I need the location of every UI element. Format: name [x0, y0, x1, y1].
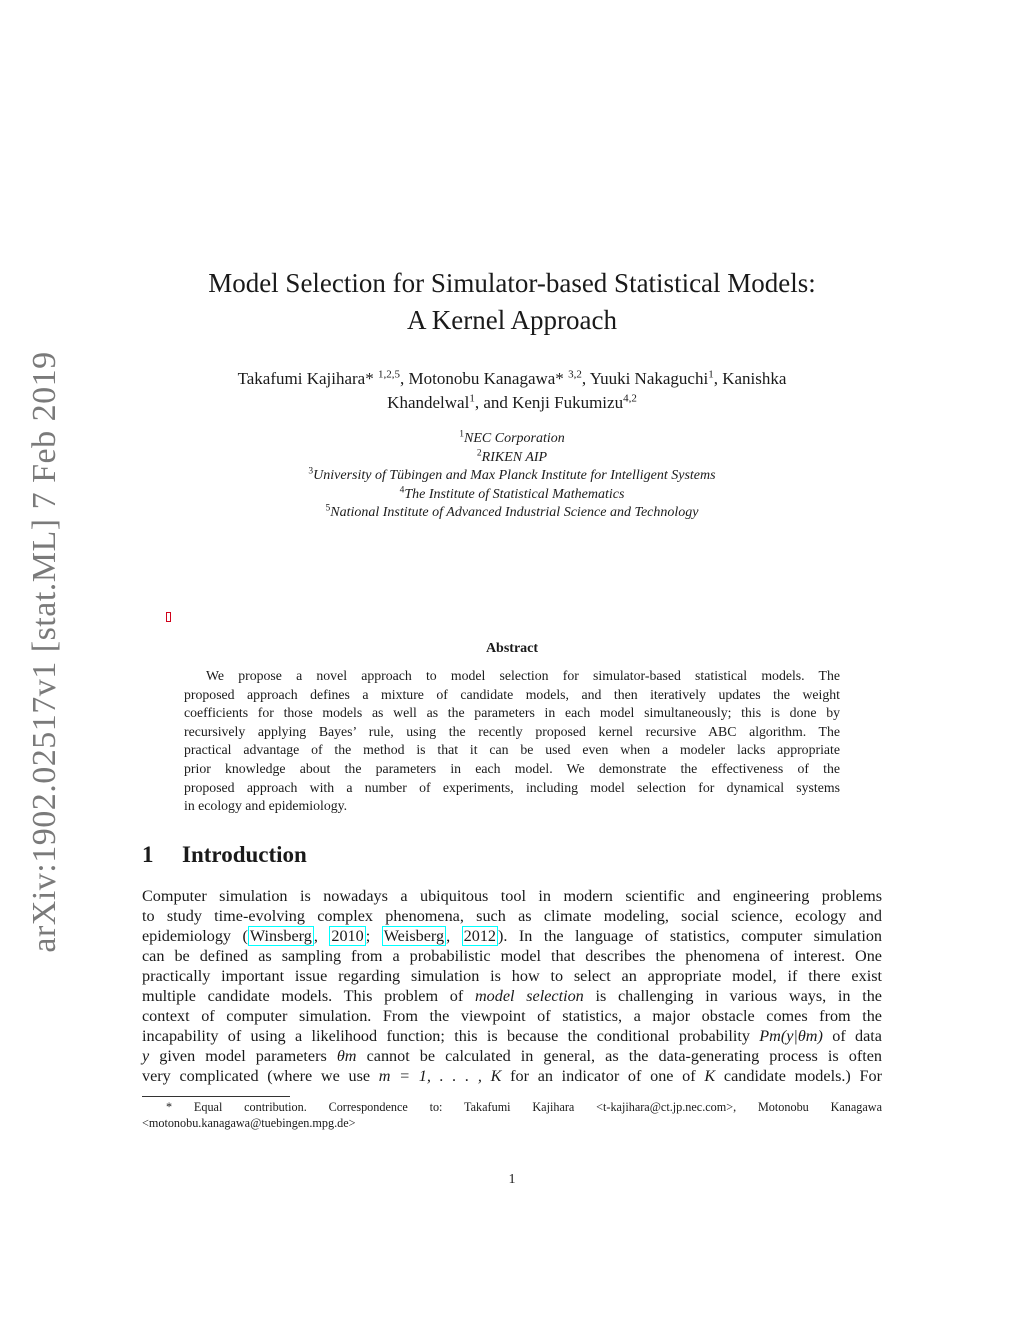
- abstract-line: practical advantage of the method is that it can be used even when a modeler lacks appropriate: [184, 742, 840, 758]
- text-run: is challenging in various ways, in the: [583, 987, 882, 1005]
- text-run: candidate models.) For: [715, 1067, 882, 1085]
- body-line: practically important issue regarding simulation is how to select an appropriate model, if there exist: [142, 967, 882, 985]
- body-line: [142, 926, 882, 946]
- affiliation-marker: 3: [308, 466, 314, 477]
- body-line: context of computer simulation. From the viewpoint of statistics, a major obstacle comes from the: [142, 1007, 882, 1025]
- body-line: [142, 986, 882, 1006]
- affiliation-text: National Institute of Advanced Industrial Science and Technology: [330, 505, 699, 520]
- author-name: Takafumi Kajihara*: [237, 369, 374, 388]
- author-name: Kanishka: [722, 369, 787, 388]
- arxiv-identifier: arXiv:1902.02517v1 [stat.ML] 7 Feb 2019: [26, 351, 63, 953]
- affiliation-text: RIKEN AIP: [481, 449, 548, 465]
- affiliation-marker: 1: [459, 429, 464, 440]
- citation-link[interactable]: 2012: [463, 927, 496, 945]
- text-run: given model parameters: [149, 1047, 337, 1065]
- math-expression: y: [142, 1047, 150, 1065]
- affiliation: [0, 504, 1024, 523]
- affiliation: [0, 449, 1024, 468]
- citation-link[interactable]: 2010: [331, 927, 364, 945]
- affiliation: [0, 430, 1024, 449]
- text-run: for an indicator of one of: [501, 1067, 705, 1085]
- body-line: can be defined as sampling from a probabilistic model that describes the phenomena of interest. One: [142, 947, 882, 965]
- author-affil-marker: 1: [469, 392, 475, 405]
- abstract-line: proposed approach with a number of experiments, including model selection for dynamical systems: [184, 779, 840, 795]
- body-line: to study time-evolving complex phenomena, such as climate modeling, social science, ecology and: [142, 907, 882, 925]
- affiliation-text: NEC Corporation: [464, 431, 565, 446]
- affiliation-text: University of Tübingen and Max Planck Institute for Intelligent Systems: [313, 468, 716, 483]
- author-separator: ,: [713, 369, 723, 388]
- math-expression: m = 1, . . . , K: [378, 1067, 502, 1085]
- text-run: epidemiology (: [142, 927, 248, 945]
- affiliation-marker: 4: [399, 484, 405, 495]
- affiliation-list: [0, 430, 1024, 523]
- abstract-line: We propose a novel approach to model selection for simulator-based statistical models. The: [206, 668, 840, 683]
- title-line-1: Model Selection for Simulator-based Statistical Models:: [208, 268, 816, 298]
- abstract-body: [184, 667, 840, 816]
- footnote-line: * Equal contribution. Correspondence to: Takafumi Kajihara <t-kajihara@ct.jp.nec.com>, Motonobu Kanagawa: [166, 1100, 882, 1114]
- affiliation-marker: 2: [476, 447, 482, 458]
- body-line: [142, 1066, 882, 1086]
- title-line-2: A Kernel Approach: [407, 305, 617, 335]
- paper-title: [0, 265, 1024, 339]
- author-name: Kenji Fukumizu: [512, 393, 624, 412]
- introduction-body: [142, 886, 882, 1086]
- footnote-rule: [142, 1096, 290, 1097]
- citation-link[interactable]: Weisberg: [383, 927, 445, 945]
- math-expression: K: [704, 1067, 716, 1085]
- citation-link[interactable]: Winsberg: [249, 927, 312, 945]
- section-title: Introduction: [182, 842, 307, 867]
- body-line: [142, 1046, 882, 1066]
- author-separator: ,: [399, 369, 409, 388]
- footnote: [142, 1099, 882, 1131]
- author-affil-marker: 1,2,5: [377, 368, 400, 381]
- text-run: cannot be calculated in general, as the data-generating process is often: [356, 1047, 882, 1065]
- section-heading: [142, 842, 307, 868]
- body-line: [142, 1026, 882, 1046]
- abstract-line: in ecology and epidemiology.: [184, 798, 348, 814]
- author-name: Khandelwal: [387, 393, 470, 412]
- abstract-line: recursively applying Bayes’ rule, using the recently proposed kernel recursive ABC algorithm. The: [184, 723, 840, 739]
- math-expression: Pm(y|θm): [759, 1027, 823, 1045]
- body-line: Computer simulation is nowadays a ubiquitous tool in modern scientific and engineering problems: [142, 887, 882, 905]
- affiliation-marker: 5: [325, 503, 331, 514]
- text-run: of data: [822, 1027, 882, 1045]
- affiliation: [0, 486, 1024, 505]
- abstract-line: prior knowledge about the parameters in each model. We demonstrate the effectiveness of the: [184, 760, 840, 776]
- abstract-line: coefficients for those models as well as the parameters in each model simultaneously; this is done by: [184, 705, 840, 721]
- author-affil-marker: 1: [708, 368, 714, 381]
- link-annotation-marker[interactable]: [166, 612, 171, 622]
- text-run: multiple candidate models. This problem of: [142, 987, 475, 1005]
- author-separator: , and: [474, 393, 513, 412]
- author-line-1: [0, 367, 1024, 391]
- author-affil-marker: 3,2: [568, 368, 582, 381]
- abstract-heading: Abstract: [485, 641, 539, 656]
- author-name: Motonobu Kanagawa*: [408, 369, 564, 388]
- page-number: 1: [508, 1172, 516, 1187]
- affiliation-text: The Institute of Statistical Mathematics: [404, 486, 625, 502]
- text-run: ;: [365, 927, 382, 945]
- text-run: ,: [313, 927, 330, 945]
- text-run: ,: [446, 927, 462, 945]
- author-separator: ,: [581, 369, 590, 388]
- math-expression: θm: [336, 1047, 357, 1065]
- text-run: very complicated (where we use: [142, 1067, 379, 1085]
- text-run: ). In the language of statistics, computer simulation: [498, 927, 883, 945]
- author-affil-marker: 4,2: [623, 392, 637, 405]
- abstract-line: proposed approach defines a mixture of candidate models, and then iteratively updates the weight: [184, 686, 840, 702]
- footnote-line: <motonobu.kanagawa@tuebingen.mpg.de>: [142, 1116, 356, 1130]
- text-run: incapability of using a likelihood function; this is because the conditional probability: [142, 1027, 760, 1045]
- author-list: [0, 367, 1024, 415]
- author-name: Yuuki Nakaguchi: [589, 369, 709, 388]
- emphasis: model selection: [474, 987, 584, 1005]
- author-line-2: [0, 391, 1024, 415]
- affiliation: [0, 467, 1024, 486]
- section-number: 1: [142, 842, 154, 867]
